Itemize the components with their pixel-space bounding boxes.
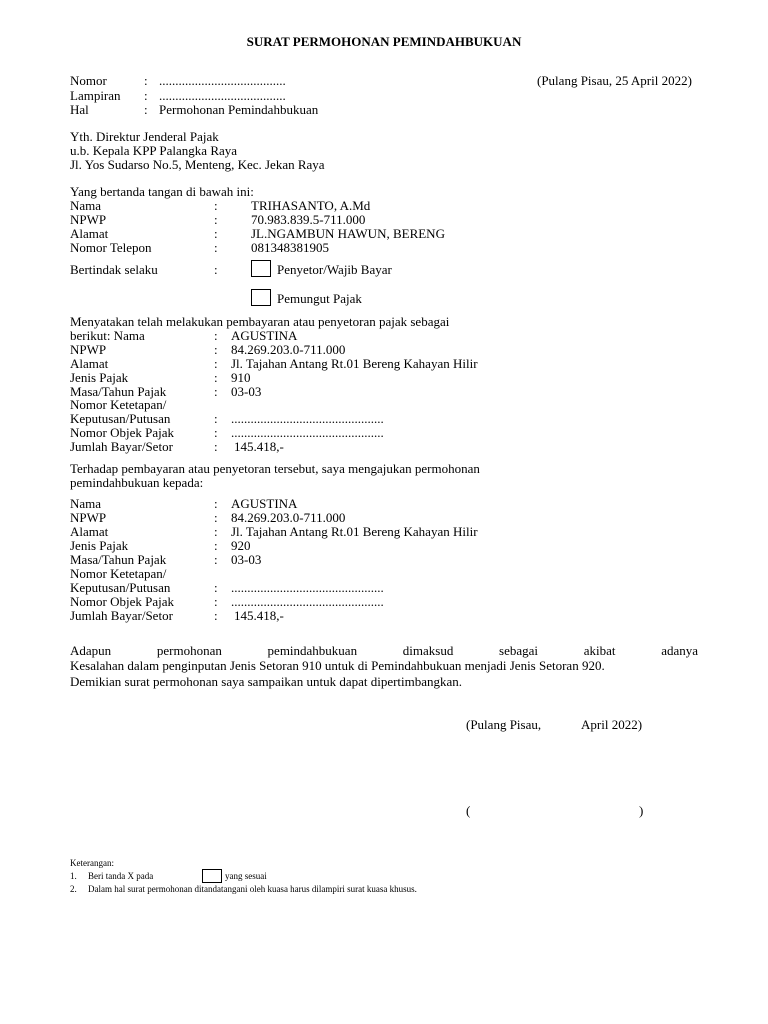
colon: :	[214, 552, 218, 567]
transfer-label: Alamat	[70, 524, 109, 539]
colon: :	[214, 439, 218, 454]
notes-item-number: 1.	[70, 871, 77, 881]
payment-intro-nama-label: berikut: Nama	[70, 328, 145, 343]
colon: :	[214, 510, 218, 525]
payment-label: Jenis Pajak	[70, 370, 129, 385]
transfer-value: 03-03	[231, 552, 262, 567]
payment-value: Jl. Tajahan Antang Rt.01 Bereng Kahayan Hilir	[231, 356, 478, 371]
transfer-ketetapan-value: ...............................................	[231, 580, 384, 595]
payment-label: Masa/Tahun Pajak	[70, 384, 167, 399]
colon: :	[214, 262, 218, 277]
transfer-value: 84.269.203.0-711.000	[231, 510, 346, 525]
recipient-line: u.b. Kepala KPP Palangka Raya	[70, 143, 238, 158]
colon: :	[214, 342, 218, 357]
payment-ketetapan-label: Nomor Ketetapan/	[70, 397, 167, 412]
transfer-value: 920	[231, 538, 251, 553]
colon: :	[214, 594, 218, 609]
notes-checkbox-sample	[202, 869, 222, 883]
colon: :	[214, 411, 218, 426]
payment-label: Alamat	[70, 356, 109, 371]
colon: :	[144, 102, 148, 117]
payment-label: NPWP	[70, 342, 107, 357]
transfer-label: NPWP	[70, 510, 107, 525]
signer-label: Nomor Telepon	[70, 240, 152, 255]
colon: :	[214, 384, 218, 399]
lampiran-label: Lampiran	[70, 88, 121, 103]
option-pemungut-label: Pemungut Pajak	[277, 291, 362, 306]
signature-place: (Pulang Pisau,	[466, 717, 542, 732]
signature-date: April 2022)	[581, 717, 643, 732]
colon: :	[214, 538, 218, 553]
payment-value: 84.269.203.0-711.000	[231, 342, 346, 357]
colon: :	[214, 524, 218, 539]
payment-jumlah-label: Jumlah Bayar/Setor	[70, 439, 173, 454]
colon: :	[214, 580, 218, 595]
payment-ketetapan-label: Keputusan/Putusan	[70, 411, 171, 426]
document-title: SURAT PERMOHONAN PEMINDAHBUKUAN	[246, 34, 522, 49]
nomor-value: .......................................	[159, 73, 286, 88]
payment-objek-label: Nomor Objek Pajak	[70, 425, 174, 440]
hal-label: Hal	[70, 102, 89, 117]
signer-value: 081348381905	[251, 240, 329, 255]
transfer-value: AGUSTINA	[231, 496, 298, 511]
notes-item-text: Dalam hal surat permohonan ditandatangani oleh kuasa harus dilampiri surat kuasa khusus.	[88, 884, 417, 894]
closing-line-3: Demikian surat permohonan saya sampaikan untuk dapat dipertimbangkan.	[70, 674, 463, 689]
transfer-intro: Terhadap pembayaran atau penyetoran tersebut, saya mengajukan permohonan	[70, 461, 480, 476]
closing-line-2: Kesalahan dalam penginputan Jenis Setoran 910 untuk di Pemindahbukuan menjadi Jenis Setoran 920.	[70, 658, 605, 673]
signature-close-paren: )	[639, 803, 644, 818]
acting-label: Bertindak selaku	[70, 262, 158, 277]
checkbox-pemungut[interactable]	[251, 289, 271, 306]
colon: :	[214, 425, 218, 440]
transfer-intro: pemindahbukuan kepada:	[70, 475, 204, 490]
transfer-ketetapan-label: Nomor Ketetapan/	[70, 566, 167, 581]
notes-title: Keterangan:	[70, 858, 114, 868]
colon: :	[214, 496, 218, 511]
signer-label: Alamat	[70, 226, 109, 241]
payment-ketetapan-value: ...............................................	[231, 411, 384, 426]
colon: :	[214, 370, 218, 385]
signer-value: TRIHASANTO, A.Md	[251, 198, 371, 213]
hal-value: Permohonan Pemindahbukuan	[159, 102, 319, 117]
signer-intro: Yang bertanda tangan di bawah ini:	[70, 184, 254, 199]
notes-item-suffix: yang sesuai	[225, 871, 267, 881]
lampiran-value: .......................................	[159, 88, 286, 103]
closing-line-1: Adapun permohonan pemindahbukuan dimaksud sebagai akibat adanya	[70, 643, 698, 658]
colon: :	[144, 73, 148, 88]
colon: :	[214, 226, 218, 241]
signer-value: 70.983.839.5-711.000	[251, 212, 366, 227]
notes-item-number: 2.	[70, 884, 77, 894]
colon: :	[214, 328, 218, 343]
payment-value: 03-03	[231, 384, 262, 399]
transfer-label: Jenis Pajak	[70, 538, 129, 553]
colon: :	[214, 212, 218, 227]
transfer-jumlah-label: Jumlah Bayar/Setor	[70, 608, 173, 623]
transfer-label: Masa/Tahun Pajak	[70, 552, 167, 567]
colon: :	[214, 198, 218, 213]
header-place-date: (Pulang Pisau, 25 April 2022)	[537, 73, 692, 88]
signature-open-paren: (	[466, 803, 471, 818]
option-penyetor-label: Penyetor/Wajib Bayar	[277, 262, 392, 277]
transfer-ketetapan-label: Keputusan/Putusan	[70, 580, 171, 595]
transfer-value: Jl. Tajahan Antang Rt.01 Bereng Kahayan Hilir	[231, 524, 478, 539]
signer-label: Nama	[70, 198, 102, 213]
transfer-label: Nama	[70, 496, 102, 511]
notes-item-text: Beri tanda X pada	[88, 871, 154, 881]
recipient-line: Yth. Direktur Jenderal Pajak	[70, 129, 219, 144]
payment-intro: Menyatakan telah melakukan pembayaran atau penyetoran pajak sebagai	[70, 314, 450, 329]
colon: :	[214, 608, 218, 623]
payment-value: 910	[231, 370, 251, 385]
transfer-objek-label: Nomor Objek Pajak	[70, 594, 174, 609]
signer-label: NPWP	[70, 212, 107, 227]
colon: :	[214, 240, 218, 255]
recipient-line: Jl. Yos Sudarso No.5, Menteng, Kec. Jekan Raya	[70, 157, 325, 172]
transfer-objek-value: ...............................................	[231, 594, 384, 609]
colon: :	[214, 356, 218, 371]
payment-nama-value: AGUSTINA	[231, 328, 298, 343]
signer-value: JL.NGAMBUN HAWUN, BERENG	[251, 226, 445, 241]
colon: :	[144, 88, 148, 103]
payment-objek-value: ...............................................	[231, 425, 384, 440]
payment-jumlah-value: 145.418,-	[234, 439, 284, 454]
nomor-label: Nomor	[70, 73, 107, 88]
transfer-jumlah-value: 145.418,-	[234, 608, 284, 623]
checkbox-penyetor[interactable]	[251, 260, 271, 277]
